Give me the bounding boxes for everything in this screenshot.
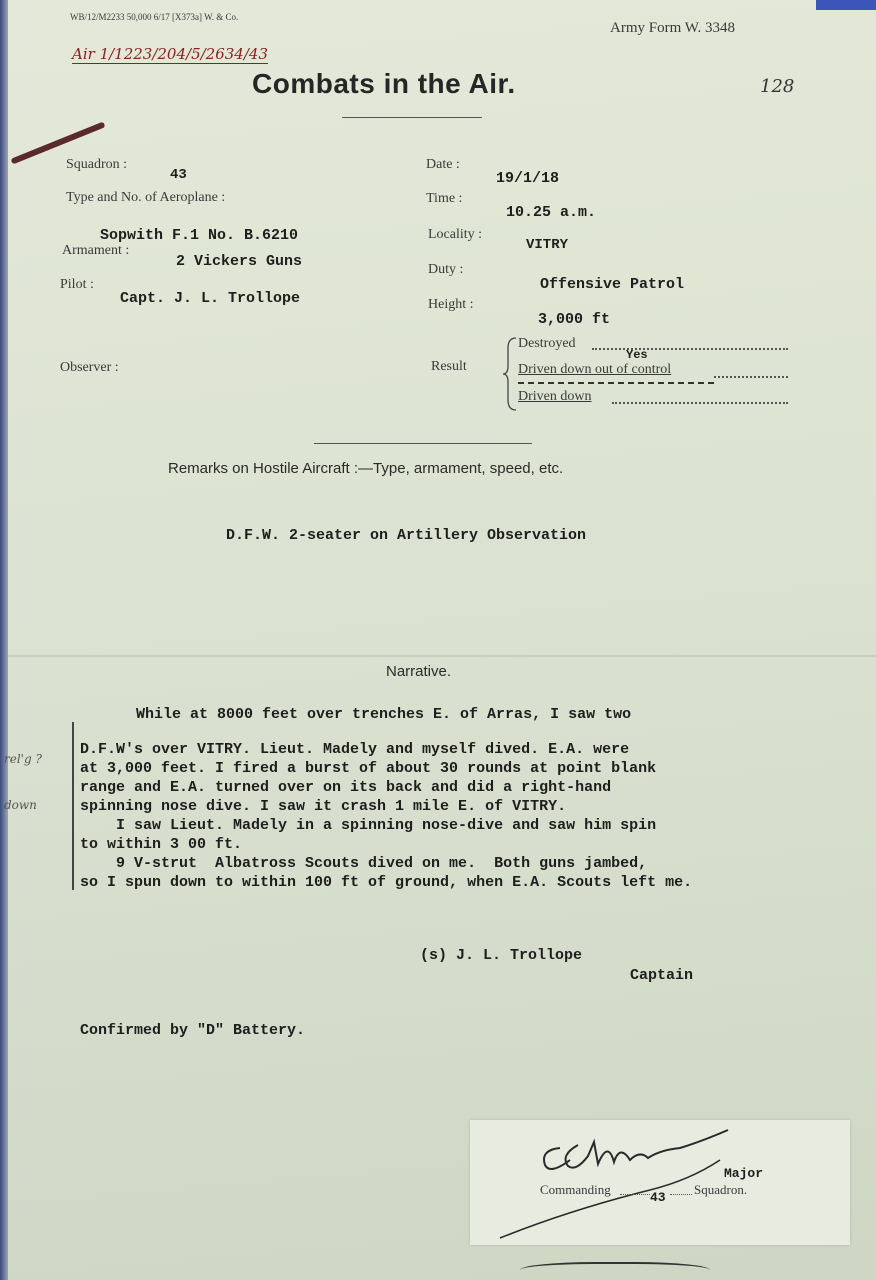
driven-down-dotline xyxy=(612,402,788,404)
pilot-value: Capt. J. L. Trollope xyxy=(120,290,301,307)
section-divider xyxy=(314,443,532,444)
squadron-value: 43 xyxy=(170,167,187,183)
time-value: 10.25 a.m. xyxy=(506,204,597,221)
result-label: Result xyxy=(431,359,467,374)
commanding-officer-block xyxy=(470,1120,850,1245)
result-destroyed-value: Yes xyxy=(626,348,648,362)
commanding-label: Commanding xyxy=(540,1182,611,1197)
date-label: Date : xyxy=(426,157,460,172)
armament-value: 2 Vickers Guns xyxy=(176,253,303,270)
aeroplane-value: Sopwith F.1 No. B.6210 xyxy=(100,227,299,244)
narrative-line: spinning nose dive. I saw it crash 1 mile E. of VITRY. xyxy=(80,798,567,815)
out-of-control-strike xyxy=(518,382,714,384)
narrative-line: While at 8000 feet over trenches E. of Arras, I saw two xyxy=(136,706,632,723)
form-title: Combats in the Air. xyxy=(252,68,516,99)
observer-label: Observer : xyxy=(60,360,119,375)
signature-rank: Captain xyxy=(630,967,694,984)
result-driven-down: Driven down xyxy=(518,389,592,404)
armament-label: Armament : xyxy=(62,243,130,258)
squadron-label: Squadron : xyxy=(66,157,128,172)
locality-value: VITRY xyxy=(526,237,569,253)
duty-label: Duty : xyxy=(428,262,464,277)
height-label: Height : xyxy=(428,297,474,312)
army-form-number: Army Form W. 3348 xyxy=(610,20,736,36)
pilot-label: Pilot : xyxy=(60,277,94,292)
narrative-margin-line xyxy=(72,722,74,890)
narrative-line: so I spun down to within 100 ft of ground, when E.A. Scouts left me. xyxy=(80,874,693,891)
paper-fold xyxy=(0,655,876,657)
result-out-of-control: Driven down out of control xyxy=(518,362,672,377)
height-value: 3,000 ft xyxy=(538,311,611,328)
margin-note-2: down xyxy=(4,798,37,812)
time-label: Time : xyxy=(426,191,463,206)
title-underline xyxy=(342,117,482,118)
squadron-suffix-label: Squadron. xyxy=(694,1182,748,1197)
narrative-line: D.F.W's over VITRY. Lieut. Madely and myself dived. E.A. were xyxy=(80,741,630,758)
narrative-line: 9 V-strut Albatross Scouts dived on me. Both guns jambed, xyxy=(80,855,648,872)
commanding-dotline-2 xyxy=(670,1194,692,1195)
margin-note-1: rel'g ? xyxy=(4,752,42,766)
destroyed-dotline xyxy=(592,348,788,350)
out-of-control-dotline xyxy=(714,376,788,378)
signature-name: (s) J. L. Trollope xyxy=(420,947,583,964)
narrative-line: range and E.A. turned over on its back and did a right-hand xyxy=(80,779,612,796)
date-value: 19/1/18 xyxy=(496,170,560,187)
narrative-line: I saw Lieut. Madely in a spinning nose-dive and saw him spin xyxy=(80,817,657,834)
confirmation-text: Confirmed by "D" Battery. xyxy=(80,1022,306,1039)
commanding-rank: Major xyxy=(724,1166,764,1181)
duty-value: Offensive Patrol xyxy=(540,276,685,293)
cutoff-handwriting xyxy=(520,1262,710,1280)
narrative-line: to within 3 00 ft. xyxy=(80,836,243,853)
page-number: 128 xyxy=(760,76,795,97)
aeroplane-label: Type and No. of Aeroplane : xyxy=(66,190,226,205)
commanding-dotline-1 xyxy=(620,1194,650,1195)
locality-label: Locality : xyxy=(428,227,483,242)
print-code: WB/12/M2233 50,000 6/17 [X373a] W. & Co. xyxy=(70,12,239,22)
archive-reference: Air 1/1223/204/5/2634/43 xyxy=(72,45,268,63)
page-edge xyxy=(0,0,8,1280)
result-destroyed: Destroyed xyxy=(518,336,576,351)
result-brace xyxy=(502,336,518,412)
narrative-line: at 3,000 feet. I fired a burst of about 30 rounds at point blank xyxy=(80,760,657,777)
remarks-heading: Remarks on Hostile Aircraft :—Type, armament, speed, etc. xyxy=(168,460,564,477)
remarks-text: D.F.W. 2-seater on Artillery Observation xyxy=(226,527,587,544)
binder-edge xyxy=(816,0,876,10)
narrative-heading: Narrative. xyxy=(386,663,452,680)
commanding-squadron-number: 43 xyxy=(650,1190,666,1205)
